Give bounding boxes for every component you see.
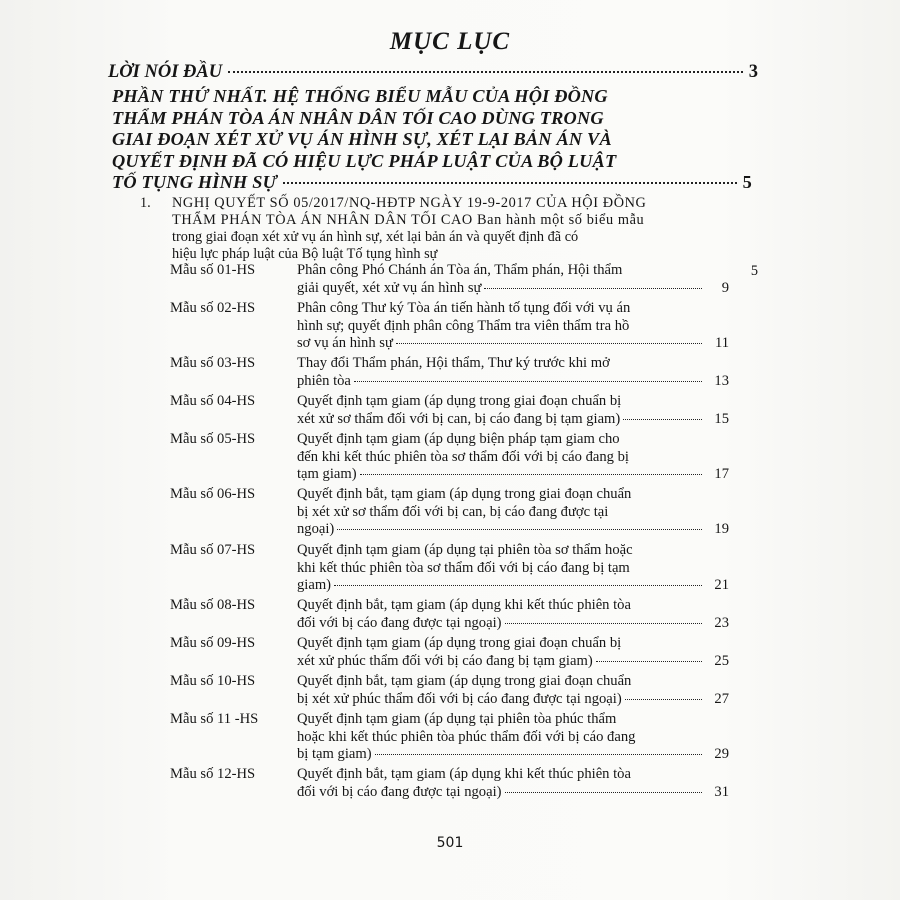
form-desc-line: giam) bbox=[297, 577, 332, 593]
dot-leader bbox=[505, 623, 703, 624]
form-code: Mẫu số 08-HS bbox=[170, 597, 256, 613]
part-line: TỐ TỤNG HÌNH SỰ bbox=[112, 172, 277, 192]
form-code: Mẫu số 11 -HS bbox=[170, 711, 259, 727]
form-code: Mẫu số 06-HS bbox=[170, 486, 256, 502]
form-desc-line: bị xét xử phúc thẩm đối với bị cáo đang được tại ngoại) bbox=[297, 690, 622, 707]
toc-form-entry[interactable] bbox=[170, 431, 760, 484]
dot-leader bbox=[334, 585, 702, 586]
form-desc-line: Phân công Thư ký Tòa án tiến hành tố tụng đối với vụ án bbox=[297, 300, 631, 316]
dot-leader bbox=[283, 182, 737, 184]
form-code: Mẫu số 09-HS bbox=[170, 635, 256, 651]
form-desc-line: phiên tòa bbox=[297, 372, 351, 389]
form-desc-line: Thay đổi Thẩm phán, Hội thẩm, Thư ký trước khi mở bbox=[297, 355, 610, 371]
dot-leader bbox=[396, 343, 702, 344]
toc-form-entry[interactable] bbox=[170, 673, 760, 708]
form-desc-line: khi kết thúc phiên tòa sơ thẩm đối với bị cáo đang bị tạm bbox=[297, 559, 630, 576]
form-desc-line: Quyết định bắt, tạm giam (áp dụng trong giai đoạn chuẩn bbox=[297, 486, 632, 502]
form-desc-line: Phân công Phó Chánh án Tòa án, Thẩm phán, Hội thẩm bbox=[297, 262, 623, 278]
form-page: 23 bbox=[714, 614, 729, 631]
dot-leader bbox=[623, 419, 702, 420]
toc-part-entry[interactable] bbox=[112, 86, 752, 194]
form-code: Mẫu số 07-HS bbox=[170, 542, 256, 558]
toc-form-entry[interactable] bbox=[170, 766, 760, 801]
form-desc-line: Quyết định tạm giam (áp dụng biện pháp tạm giam cho bbox=[297, 431, 620, 447]
form-page: 21 bbox=[714, 577, 729, 593]
form-desc-line: hình sự; quyết định phân công Thẩm tra viên thẩm tra hồ bbox=[297, 317, 630, 334]
section-number: 1. bbox=[140, 195, 151, 211]
toc-form-entry[interactable] bbox=[170, 597, 760, 632]
form-desc-line: bị xét xử sơ thẩm đối với bị can, bị cáo đang được tại bbox=[297, 503, 609, 520]
form-code: Mẫu số 05-HS bbox=[170, 431, 256, 447]
dot-leader bbox=[228, 71, 743, 73]
form-desc-line: Quyết định bắt, tạm giam (áp dụng trong giai đoạn chuẩn bbox=[297, 673, 632, 689]
form-desc-line: ngoại) bbox=[297, 521, 335, 537]
toc-form-entry[interactable] bbox=[170, 262, 760, 297]
part-line: THẨM PHÁN TÒA ÁN NHÂN DÂN TỐI CAO DÙNG TRONG bbox=[112, 107, 604, 128]
section-line: hiệu lực pháp luật của Bộ luật Tố tụng hình sự bbox=[172, 246, 438, 262]
part-line: QUYẾT ĐỊNH ĐÃ CÓ HIỆU LỰC PHÁP LUẬT CỦA BỘ LUẬT bbox=[112, 150, 617, 171]
form-page: 17 bbox=[714, 466, 729, 482]
part-line: GIAI ĐOẠN XÉT XỬ VỤ ÁN HÌNH SỰ, XÉT LẠI BẢN ÁN VÀ bbox=[112, 129, 612, 149]
form-desc-line: bị tạm giam) bbox=[297, 746, 372, 762]
dot-leader bbox=[625, 699, 702, 700]
form-desc-line: xét xử phúc thẩm đối với bị cáo đang bị tạm giam) bbox=[297, 652, 593, 669]
toc-form-entry[interactable] bbox=[170, 635, 760, 670]
form-desc-line: sơ vụ án hình sự bbox=[297, 335, 393, 351]
form-desc-line: đối với bị cáo đang được tại ngoại) bbox=[297, 783, 502, 800]
section-line: THẨM PHÁN TÒA ÁN NHÂN DÂN TỐI CAO Ban hành một số biểu mẫu bbox=[172, 212, 645, 228]
form-page: 25 bbox=[714, 652, 729, 669]
toc-form-entry[interactable] bbox=[170, 393, 760, 428]
form-desc-line: Quyết định bắt, tạm giam (áp dụng khi kết thúc phiên tòa bbox=[297, 766, 631, 782]
toc-intro-entry[interactable] bbox=[108, 62, 758, 83]
form-code: Mẫu số 10-HS bbox=[170, 673, 256, 689]
form-page: 29 bbox=[714, 746, 729, 762]
toc-intro-page: 3 bbox=[748, 62, 758, 82]
form-desc-line: hoặc khi kết thúc phiên tòa phúc thẩm đối với bị cáo đang bbox=[297, 728, 636, 745]
toc-form-entry[interactable] bbox=[170, 486, 760, 539]
form-code: Mẫu số 04-HS bbox=[170, 393, 256, 409]
part-line: PHẦN THỨ NHẤT. HỆ THỐNG BIỂU MẪU CỦA HỘI ĐỒNG bbox=[112, 86, 608, 106]
dot-leader bbox=[596, 661, 702, 662]
form-desc-line: đối với bị cáo đang được tại ngoại) bbox=[297, 614, 502, 631]
dot-leader bbox=[354, 381, 702, 382]
toc-form-entry[interactable] bbox=[170, 711, 760, 764]
page-number: 501 bbox=[436, 835, 464, 851]
form-desc-line: xét xử sơ thẩm đối với bị can, bị cáo đang bị tạm giam) bbox=[297, 410, 621, 427]
form-desc-line: giải quyết, xét xử vụ án hình sự bbox=[297, 279, 482, 296]
page-title: MỤC LỤC bbox=[389, 28, 511, 55]
toc-form-entry[interactable] bbox=[170, 355, 760, 390]
form-code: Mẫu số 02-HS bbox=[170, 300, 256, 316]
form-desc-line: Quyết định tạm giam (áp dụng tại phiên tòa sơ thẩm hoặc bbox=[297, 542, 633, 558]
form-page: 27 bbox=[714, 690, 729, 707]
form-code: Mẫu số 03-HS bbox=[170, 355, 256, 371]
section-line: trong giai đoạn xét xử vụ án hình sự, xét lại bản án và quyết định đã có bbox=[172, 229, 579, 245]
toc-form-entry[interactable] bbox=[170, 300, 760, 353]
section-line: NGHỊ QUYẾT SỐ 05/2017/NQ-HĐTP NGÀY 19-9-2017 CỦA HỘI ĐỒNG bbox=[172, 195, 647, 211]
dot-leader bbox=[375, 754, 702, 755]
form-desc-line: tạm giam) bbox=[297, 466, 357, 482]
form-page: 13 bbox=[714, 372, 729, 389]
toc-part-page: 5 bbox=[742, 172, 752, 192]
dot-leader bbox=[505, 792, 703, 793]
dot-leader bbox=[360, 474, 702, 475]
form-code: Mẫu số 01-HS bbox=[170, 262, 256, 278]
form-page: 19 bbox=[714, 521, 729, 537]
form-page: 9 bbox=[721, 279, 729, 296]
section-page: 5 bbox=[750, 263, 758, 279]
form-code: Mẫu số 12-HS bbox=[170, 766, 256, 782]
form-desc-line: Quyết định tạm giam (áp dụng trong giai đoạn chuẩn bị bbox=[297, 635, 622, 651]
form-desc-line: Quyết định tạm giam (áp dụng trong giai đoạn chuẩn bị bbox=[297, 393, 622, 409]
form-desc-line: đến khi kết thúc phiên tòa sơ thẩm đối với bị cáo đang bị bbox=[297, 448, 629, 465]
toc-form-entry[interactable] bbox=[170, 542, 760, 595]
form-desc-line: Quyết định bắt, tạm giam (áp dụng khi kết thúc phiên tòa bbox=[297, 597, 631, 613]
dot-leader bbox=[484, 288, 702, 289]
toc-intro-label: LỜI NÓI ĐẦU bbox=[108, 62, 223, 82]
form-page: 15 bbox=[714, 410, 729, 427]
dot-leader bbox=[337, 529, 702, 530]
form-page: 31 bbox=[714, 783, 729, 800]
form-desc-line: Quyết định tạm giam (áp dụng tại phiên tòa phúc thẩm bbox=[297, 711, 617, 727]
form-page: 11 bbox=[714, 335, 729, 351]
